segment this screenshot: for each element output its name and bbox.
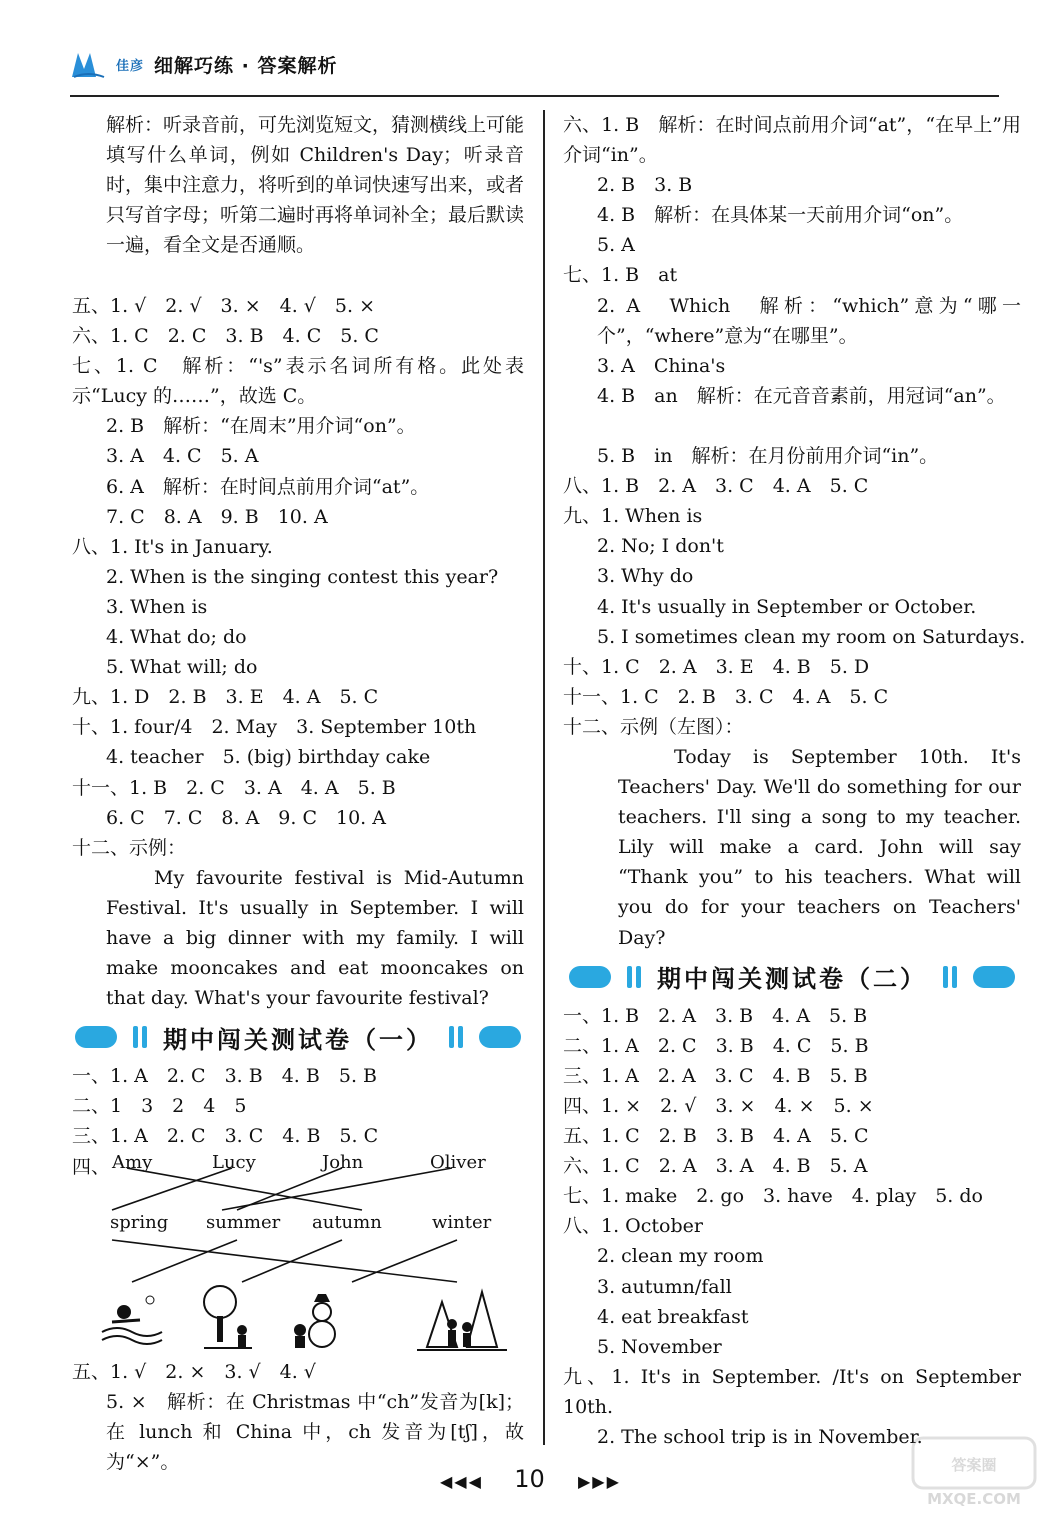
answer-line: 5. November [597, 1335, 722, 1358]
page-number: 10 [514, 1465, 545, 1493]
answer-line: 三、1. A 2. A 3. C 4. B 5. B [563, 1064, 868, 1087]
answer-line: 2. clean my room [597, 1245, 764, 1268]
answer-line: 九、1. D 2. B 3. E 4. A 5. C [72, 686, 379, 709]
answer-line: 4. B an 解析：在元音音素前，用冠词“an”。 [597, 384, 1006, 407]
section-bars-icon [133, 1026, 147, 1048]
section-decor-icon [75, 1026, 117, 1048]
answer-line: 5. What will; do [106, 656, 258, 679]
answer-line: 五、1. C 2. B 3. B 4. A 5. C [563, 1125, 869, 1148]
answer-line: 一、1. A 2. C 3. B 4. B 5. B [72, 1065, 377, 1088]
match-season-spring: spring [110, 1211, 169, 1233]
sample-essay: My favourite festival is Mid-Autumn Festival. It's usually in September. I will have a big dinner with my family. I will make mooncakes and eat mooncakes on that day. What's your favourite festival? [106, 866, 524, 1010]
match-name-john: John [322, 1151, 364, 1173]
left-column [72, 110, 524, 1477]
answer-line: 六、1. B 解析：在时间点前用介词“at”，“在早上”用介词“in”。 [563, 114, 1021, 167]
section-title: 期中闯关测试卷（二） [657, 965, 927, 994]
answer-line: 7. C 8. A 9. B 10. A [106, 505, 328, 528]
matching-lines [72, 1152, 524, 1357]
section-header-midterm-1 [72, 1015, 524, 1059]
answer-line: 五、1. √ 2. × 3. √ 4. √ [72, 1360, 316, 1383]
match-name-oliver: Oliver [430, 1151, 486, 1173]
spring-picture-icon [417, 1292, 507, 1350]
match-name-amy: Amy [112, 1151, 153, 1173]
answer-line: 十一、1. C 2. B 3. C 4. A 5. C [563, 685, 889, 708]
answer-line: 七、1. B at [563, 264, 678, 287]
answer-line: 6. A 解析：在时间点前用介词“at”。 [106, 475, 430, 498]
watermark [909, 1432, 1039, 1522]
answer-line: 一、1. B 2. A 3. B 4. A 5. B [563, 1004, 868, 1027]
section-bars-icon [449, 1026, 463, 1048]
answer-line: 十一、1. B 2. C 3. A 4. A 5. B [72, 776, 396, 799]
sample-essay: Today is September 10th. It's Teachers' Day. We'll do something for our teachers. I'll sing a song to my teacher. Lily will make a card. John will say “Thank you” to his teachers. What will you do for your teachers on Teachers' Day? [618, 745, 1021, 949]
winter-picture-icon [294, 1294, 335, 1348]
autumn-picture-icon [204, 1286, 252, 1348]
answer-line: 十二、示例（左图）： [563, 715, 744, 738]
answer-line: 七、1. make 2. go 3. have 4. play 5. do [563, 1185, 983, 1208]
answer-line: 八、1. October [563, 1215, 703, 1238]
answer-line: 七、1. C 解析：“'s”表示名词所有格。此处表示“Lucy 的……”，故选 C。 [72, 355, 524, 408]
section-decor-icon [479, 1026, 521, 1048]
brand-name: 佳彦 [116, 58, 145, 74]
section-header-midterm-2 [563, 955, 1021, 999]
answer-line: 2. B 解析：“在周末”用介词“on”。 [106, 415, 416, 438]
answer-line: 二、1. A 2. C 3. B 4. C 5. B [563, 1034, 869, 1057]
answer-line: 5. I sometimes clean my room on Saturdays. [597, 625, 1026, 648]
answer-line: 4. eat breakfast [597, 1305, 749, 1328]
answer-line: 3. When is [106, 595, 208, 618]
answer-line: 5. × 解析：在 Christmas 中“ch”发音为[k]；在 lunch 和 China 中，ch 发音为[tʃ]，故为“×”。 [106, 1390, 524, 1473]
listening-tip-text: 解析：听录音前，可先浏览短文，猜测横线上可能填写什么单词，例如 Children's Day；听录音时，集中注意力，将听到的单词快速写出来，或者只写首字母；听第二遍时再将单词补全；最后默读一遍，看全文是否通顺。 [106, 114, 525, 257]
answer-line: 2. A Which 解析：“which”意为“哪一个”，“where”意为“在哪里”。 [597, 294, 1021, 347]
answer-line: 5. A [597, 234, 635, 257]
page-header [70, 44, 337, 84]
section-title: 期中闯关测试卷（一） [163, 1025, 433, 1054]
section-decor-icon [973, 966, 1015, 988]
matching-diagram [72, 1152, 524, 1357]
answer-line: 2. The school trip is in November. [597, 1425, 923, 1448]
match-season-winter: winter [432, 1211, 492, 1233]
answer-line: 4. What do; do [106, 626, 247, 649]
column-divider [543, 110, 545, 1445]
answer-line: 3. Why do [597, 565, 694, 588]
answer-line: 十、1. C 2. A 3. E 4. B 5. D [563, 655, 870, 678]
header-title: 细解巧练 · 答案解析 [154, 54, 338, 77]
answer-line: 二、1 3 2 4 5 [72, 1095, 247, 1118]
next-page-arrows-icon: ▶▶▶ [578, 1472, 621, 1491]
answer-line: 4. It's usually in September or October. [597, 595, 977, 618]
answer-line: 八、1. B 2. A 3. C 4. A 5. C [563, 475, 869, 498]
section-bars-icon [627, 966, 641, 988]
answer-line: 九、1. When is [563, 505, 703, 528]
section-decor-icon [569, 966, 611, 988]
answer-line: 2. No; I don't [597, 535, 724, 558]
answer-line: 3. A China's [597, 354, 726, 377]
answer-line: 十、1. four/4 2. May 3. September 10th [72, 716, 477, 739]
answer-line: 十二、示例： [72, 836, 187, 859]
watermark-text: 答案圈 MXQE.COM [927, 1456, 1021, 1508]
answer-line: 4. B 解析：在具体某一天前用介词“on”。 [597, 204, 964, 227]
match-season-summer: summer [206, 1211, 281, 1233]
section-bars-icon [943, 966, 957, 988]
summer-picture-icon [102, 1296, 162, 1344]
answer-line: 六、1. C 2. C 3. B 4. C 5. C [72, 325, 379, 348]
brand-logo-icon [70, 49, 106, 79]
answer-line: 四、1. × 2. √ 3. × 4. × 5. × [563, 1094, 874, 1117]
answer-line: 6. C 7. C 8. A 9. C 10. A [106, 806, 386, 829]
answer-line: 4. teacher 5. (big) birthday cake [106, 746, 431, 769]
answer-line: 三、1. A 2. C 3. C 4. B 5. C [72, 1125, 379, 1148]
answer-line: 5. B in 解析：在月份前用介词“in”。 [597, 445, 939, 468]
answer-line: 八、1. It's in January. [72, 535, 273, 558]
answer-line: 2. B 3. B [597, 174, 693, 197]
match-name-lucy: Lucy [212, 1151, 256, 1173]
match-season-autumn: autumn [312, 1211, 382, 1233]
answer-line: 九、1. It's in September. /It's on September 10th. [563, 1365, 1021, 1418]
prev-page-arrows-icon: ◀◀◀ [440, 1472, 483, 1491]
answer-line: 3. A 4. C 5. A [106, 445, 259, 468]
question-number: 四、 [72, 1155, 111, 1178]
right-column [563, 110, 1026, 1452]
answer-line: 2. When is the singing contest this year? [106, 565, 499, 588]
answer-line: 六、1. C 2. A 3. A 4. B 5. A [563, 1155, 868, 1178]
answer-line: 3. autumn/fall [597, 1275, 732, 1298]
answer-line: 五、1. √ 2. √ 3. × 4. √ 5. × [72, 295, 375, 317]
header-rule [70, 95, 999, 97]
